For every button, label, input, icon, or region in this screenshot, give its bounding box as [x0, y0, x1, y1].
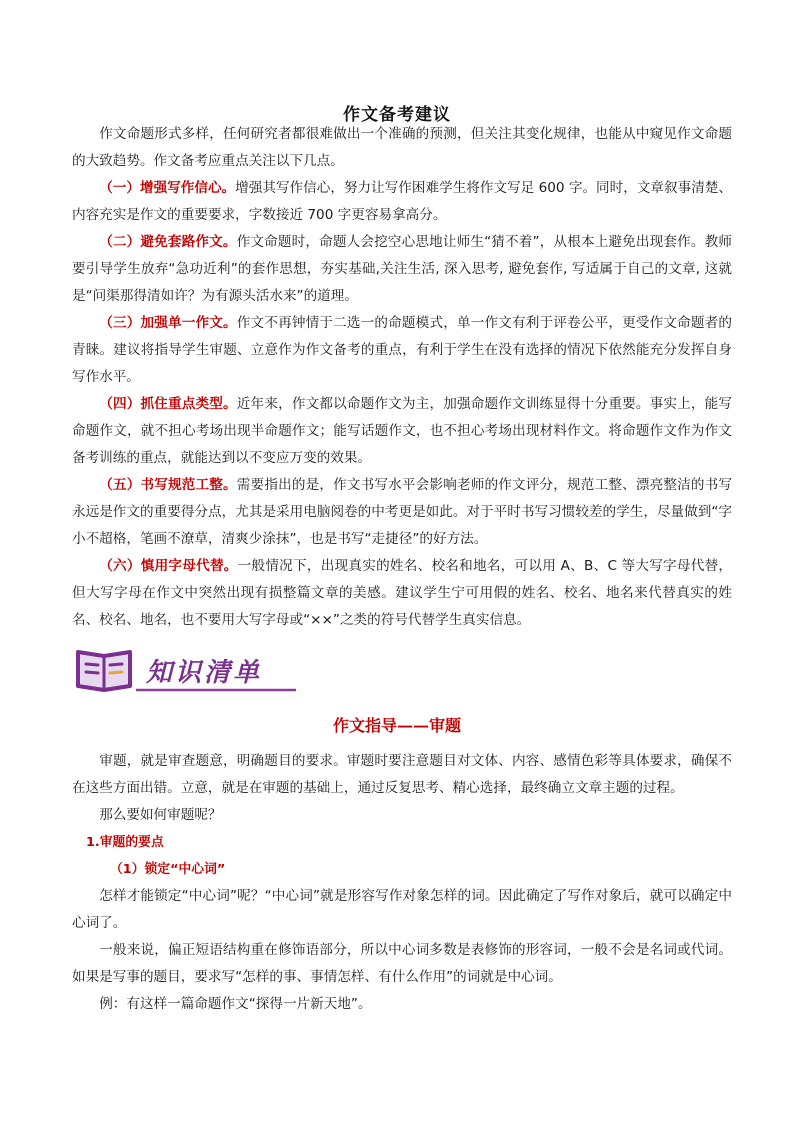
banner-text: 知识清单: [146, 658, 263, 688]
point-4-body: 近年来，作文都以命题作文为主，加强命题作文训练显得十分重要。事实上，能写命题作文，就不担心考场出现半命题作文；能写话题作文，也不担心考场出现材料作文。将命题作文作为作文备考训练的重点，就能达到以不变应万变的效果。: [72, 396, 733, 466]
heading-level-2: （1）锁定“中心词”: [110, 862, 226, 877]
point-2-body: 作文命题时，命题人会挖空心思地让师生“猜不着”，从根本上避免出现套作。教师要引导学生放弃“急功近利”的套作思想，夯实基础,关注生活, 深入思考, 避免套作, 写适属于自己的文章, 这就是“问渠那得清如许？为有源头活水来”的道理。: [72, 234, 732, 304]
guidance-body: [72, 748, 732, 1018]
section-title: 作文指导——审题: [332, 716, 461, 735]
point-4-head: （四）抓住重点类型。: [99, 396, 237, 412]
point-1-head: （一）增强写作信心。: [99, 180, 236, 196]
point-2: [72, 229, 732, 310]
page-title: 作文备考建议: [343, 105, 451, 125]
point-3: [72, 310, 732, 391]
advice-body: [72, 121, 732, 634]
guidance-paragraph-3: 怎样才能锁定“中心词”呢？“中心词”就是形容写作对象怎样的词。因此确定了写作对象后，就可以确定中心词了。: [72, 888, 732, 931]
heading-level-1: 1.审题的要点: [86, 835, 164, 850]
point-5-body: 需要指出的是，作文书写水平会影响老师的作文评分，规范工整、漂亮整洁的书写永远是作文的重要得分点，尤其是采用电脑阅卷的中考更是如此。对于平时书写习惯较差的学生，尽量做到“字小不超格，笔画不潦草，清爽少涂抹”，也是书写“走捷径”的好方法。: [72, 477, 733, 547]
guidance-paragraph-5: 例：有这样一篇命题作文“探得一片新天地”。: [99, 996, 372, 1012]
intro-paragraph: 作文命题形式多样，任何研究者都很难做出一个准确的预测，但关注其变化规律，也能从中窥见作文命题的大致趋势。作文备考应重点关注以下几点。: [72, 126, 732, 169]
book-icon: [74, 646, 304, 694]
point-3-head: （三）加强单一作文。: [99, 315, 237, 331]
point-3-body: 作文不再钟情于二选一的命题模式，单一作文有利于评卷公平，更受作文命题者的青睐。建议将指导学生审题、立意作为作文备考的重点，有利于学生在没有选择的情况下依然能充分发挥自身写作水平。: [72, 315, 733, 385]
point-6: [72, 553, 732, 634]
guidance-paragraph-2: 那么要如何审题呢？: [99, 807, 222, 823]
point-1-body: 增强其写作信心，努力让写作困难学生将作文写足 600 字。同时，文章叙事清楚、内容充实是作文的重要要求，字数接近 700 字更容易拿高分。: [72, 180, 733, 223]
point-6-head: （六）慎用字母代替。: [99, 558, 238, 574]
point-2-head: （二）避免套路作文。: [99, 234, 237, 250]
point-5-head: （五）书写规范工整。: [99, 477, 237, 493]
point-1: [72, 175, 732, 229]
point-6-body: 一般情况下，出现真实的姓名、校名和地名，可以用 A、B、C 等大写字母代替，但大写字母在作文中突然出现有损整篇文章的美感。建议学生宁可用假的姓名、校名、地名来代替真实的姓名、校名、地名，也不要用大写字母或“××”之类的符号代替学生真实信息。: [72, 558, 733, 628]
point-4: [72, 391, 732, 472]
knowledge-list-banner: [74, 646, 304, 694]
point-5: [72, 472, 732, 553]
guidance-paragraph-1: 审题，就是审查题意，明确题目的要求。审题时要注意题目对文体、内容、感情色彩等具体要求，确保不在这些方面出错。立意，就是在审题的基础上，通过反复思考、精心选择，最终确立文章主题的过程。: [72, 753, 732, 796]
guidance-paragraph-4: 一般来说，偏正短语结构重在修饰语部分，所以中心词多数是表修饰的形容词，一般不会是名词或代词。如果是写事的题目，要求写“怎样的事、事情怎样、有什么作用”的词就是中心词。: [72, 942, 732, 985]
